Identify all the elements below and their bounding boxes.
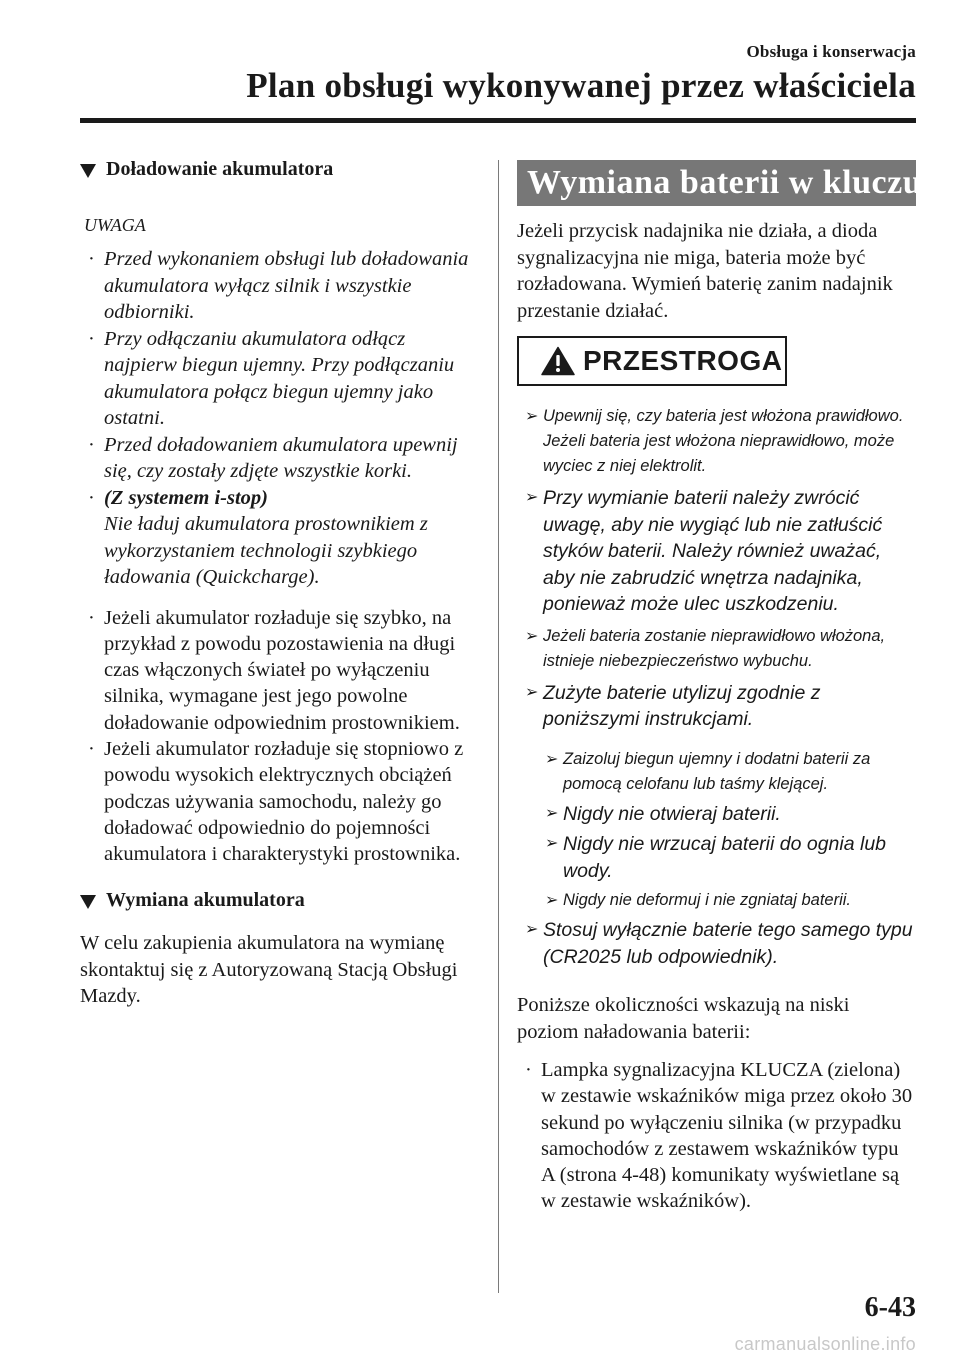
low-battery-intro: Poniższe okoliczności wskazują na niski poziom naładowania baterii: — [517, 994, 850, 1043]
caution-list — [517, 404, 916, 970]
caution-item: ➢ Zużyte baterie utylizuj zgodnie z poniższymi instrukcjami. — [525, 681, 821, 730]
note-item: · Przy odłączaniu akumulatora odłącz najpierw biegun ujemny. Przy podłączaniu akumulatora połącz biegun ujemny jako ostatni. — [88, 327, 455, 429]
arrow-right-icon: ➢ — [525, 683, 539, 701]
page-number: 6-43 — [864, 1292, 916, 1323]
sub-caution-item: ➢ Nigdy nie wrzucaj baterii do ognia lub wody. — [545, 833, 887, 882]
replace-text: W celu zakupienia akumulatora na wymianę skontaktuj się z Autoryzowaną Stacją Obsługi Mazdy. — [80, 932, 458, 1008]
istop-title: (Z systemem i-stop) — [104, 486, 268, 509]
intro-text: Jeżeli przycisk nadajnika nie działa, a dioda sygnalizacyjna nie miga, bateria może być rozładowana. Wymień baterię zanim nadajnik przestanie działać. — [517, 220, 893, 322]
list-item: · Jeżeli akumulator rozładuje się szybko, na przykład z powodu pozostawienia na długi czas włączonych świateł po wyłączeniu silnika, wymagane jest jego powolne doładowanie odpowiednim prostownikiem. — [88, 606, 460, 734]
arrow-right-icon: ➢ — [525, 489, 539, 506]
warning-triangle-icon — [541, 346, 575, 376]
arrow-right-icon: ➢ — [545, 750, 559, 768]
bullet-icon: · — [88, 248, 95, 270]
column-divider — [498, 160, 499, 1293]
caution-item: ➢ Przy wymianie baterii należy zwrócić uwagę, aby nie wygiąć lub nie zatłuścić styków baterii. Należy również uważać, aby nie zabrudzić wnętrza nadajnika, ponieważ może ulec uszkodzeniu. — [525, 487, 883, 615]
triangle-down-icon — [80, 895, 96, 909]
recharge-bullets — [80, 605, 475, 868]
note-label: UWAGA — [84, 215, 146, 235]
note-list — [80, 246, 475, 591]
left-column — [80, 158, 475, 1010]
recharge-heading-text: Doładowanie akumulatora — [106, 158, 334, 180]
arrow-right-icon: ➢ — [545, 804, 559, 822]
arrow-right-icon: ➢ — [545, 835, 559, 852]
bullet-icon: · — [525, 1059, 532, 1081]
note-item: · Przed wykonaniem obsługi lub doładowania akumulatora wyłącz silnik i wszystkie odbiorniki. — [88, 248, 469, 323]
triangle-down-icon — [80, 164, 96, 178]
sub-caution-item: ➢ Nigdy nie otwieraj baterii. — [517, 801, 916, 828]
bullet-icon: · — [88, 327, 95, 350]
caution-label: PRZESTROGA — [583, 345, 783, 376]
replace-heading — [80, 889, 475, 912]
arrow-right-icon: ➢ — [545, 892, 559, 909]
header-rule — [80, 118, 916, 123]
bullet-icon: · — [88, 486, 95, 509]
caution-item: ➢ Stosuj wyłącznie baterie tego samego typu (CR2025 lub odpowiednik). — [525, 919, 913, 968]
note-item-istop — [80, 485, 475, 591]
right-column — [517, 160, 923, 1215]
caution-box — [517, 336, 787, 386]
bullet-icon: · — [88, 606, 95, 629]
header-section-label: Obsługa i konserwacja — [746, 42, 916, 61]
bullet-icon: · — [88, 433, 95, 456]
arrow-right-icon: ➢ — [525, 627, 539, 645]
recharge-heading — [80, 158, 475, 181]
sub-caution-item: ➢ Nigdy nie deformuj i nie zgniataj baterii. — [517, 888, 916, 913]
section-heading: Wymiana baterii w kluczu — [517, 160, 916, 206]
bullet-icon: · — [88, 737, 95, 760]
arrow-right-icon: ➢ — [525, 408, 539, 425]
caution-item: ➢ Upewnij się, czy bateria jest włożona prawidłowo. Jeżeli bateria jest włożona nieprawidłowo, może wyciec z niej elektrolit. — [517, 404, 916, 479]
arrow-right-icon: ➢ — [525, 921, 539, 938]
watermark: carmanualsonline.info — [734, 1334, 916, 1354]
replace-heading-text: Wymiana akumulatora — [106, 889, 305, 912]
page-title: Plan obsługi wykonywanej przez właściciela — [246, 66, 916, 105]
list-item: · Lampka sygnalizacyjna KLUCZA (zielona) w zestawie wskaźników miga przez około 30 sekund po wyłączeniu silnika (w przypadku samochodów z zestawem wskaźników typu A (strona 4-48) komunikaty wyświetlane są w zestawie wskaźników). — [525, 1059, 913, 1213]
sub-caution-item: ➢ Zaizoluj biegun ujemny i dodatni baterii za pomocą celofanu lub taśmy klejącej. — [517, 747, 916, 797]
list-item: · Jeżeli akumulator rozładuje się stopniowo z powodu wysokich elektrycznych obciążeń podczas używania samochodu, należy go doładować odpowiednio do pojemności akumulatora i charakterystyki prostownika. — [88, 737, 464, 866]
istop-text: Nie ładuj akumulatora prostownikiem z wykorzystaniem technologii szybkiego ładowania (Quickcharge). — [104, 513, 428, 588]
caution-item: ➢ Jeżeli bateria zostanie nieprawidłowo włożona, istnieje niebezpieczeństwo wybuchu. — [517, 624, 916, 674]
note-item: · Przed doładowaniem akumulatora upewnij się, czy zostały zdjęte wszystkie korki. — [88, 433, 458, 482]
low-battery-list — [517, 1057, 916, 1215]
